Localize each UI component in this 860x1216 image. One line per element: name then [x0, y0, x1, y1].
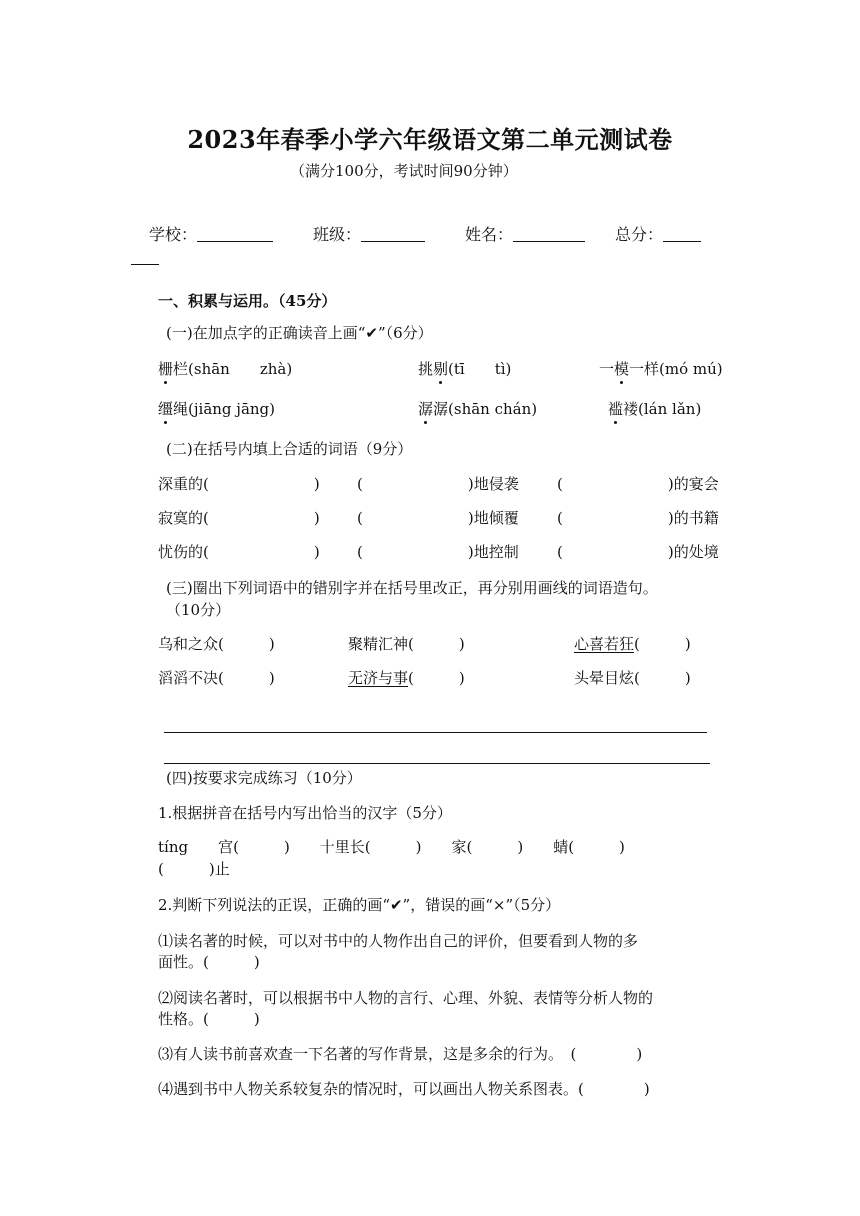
- school-field[interactable]: [149, 222, 273, 245]
- dotted-char: 栅: [158, 360, 174, 378]
- score-field[interactable]: [615, 222, 701, 245]
- name-label: 姓名：: [465, 225, 514, 244]
- fill-blank-item[interactable]: ( )地侵袭: [357, 475, 519, 493]
- pinyin-item: 挑剔(tī tì): [418, 360, 512, 378]
- school-label: 学校：: [149, 225, 198, 244]
- pinyin-item: 褴褛(lán lǎn): [608, 400, 702, 418]
- section-heading: 一、积累与运用。（45分）: [158, 292, 337, 310]
- q1-line1[interactable]: tíng 宫( ) 十里长( ) 家( ) 蜻( ): [158, 838, 625, 856]
- score-blank[interactable]: [663, 240, 701, 242]
- statement-4[interactable]: ⑷遇到书中人物关系较复杂的情况时，可以画出人物关系图表。( ): [158, 1080, 650, 1098]
- score-blank-continuation: [131, 264, 159, 265]
- statement-2-line1: ⑵阅读名著时，可以根据书中人物的言行、心理、外貌、表情等分析人物的: [158, 989, 654, 1007]
- underlined-word: 心喜若狂: [574, 635, 635, 653]
- pinyin-item: 缰绳(jiāng jāng): [158, 400, 275, 418]
- pinyin-item: 一模一样(mó mú): [599, 360, 723, 378]
- typo-item[interactable]: 无济与事( ): [348, 669, 465, 687]
- name-blank[interactable]: [513, 240, 585, 242]
- dotted-char: 潺: [418, 400, 434, 418]
- fill-blank-item[interactable]: ( )的处境: [557, 543, 719, 561]
- statement-2-line2[interactable]: 性格。( ): [158, 1010, 260, 1028]
- fill-blank-item[interactable]: 深重的( ): [158, 475, 320, 493]
- typo-item[interactable]: 滔滔不决( ): [158, 669, 275, 687]
- dotted-char: 模: [614, 360, 630, 378]
- q1-line2[interactable]: ( )止: [158, 860, 230, 878]
- fill-blank-item[interactable]: ( )地倾覆: [357, 509, 519, 527]
- answer-line[interactable]: [164, 763, 710, 764]
- typo-item[interactable]: 头晕目炫( ): [574, 669, 691, 687]
- part4-prompt: (四)按要求完成练习（10分）: [166, 769, 362, 787]
- typo-item[interactable]: 心喜若狂( ): [574, 635, 691, 653]
- answer-line[interactable]: [164, 732, 707, 733]
- q1-prompt: 1.根据拼音在括号内写出恰当的汉字（5分）: [158, 804, 452, 822]
- pinyin-item: 栅栏(shān zhà): [158, 360, 293, 378]
- statement-1-line1: ⑴读名著的时候，可以对书中的人物作出自己的评价，但要看到人物的多: [158, 932, 639, 950]
- score-label: 总分：: [615, 225, 664, 244]
- part2-prompt: (二)在括号内填上合适的词语（9分）: [166, 440, 413, 458]
- fill-blank-item[interactable]: ( )地控制: [357, 543, 519, 561]
- pinyin-item: 潺潺(shān chán): [418, 400, 538, 418]
- class-blank[interactable]: [361, 240, 425, 242]
- typo-item[interactable]: 聚精汇神( ): [348, 635, 465, 653]
- underlined-word: 无济与事: [348, 669, 409, 687]
- dotted-char: 缰: [158, 400, 174, 418]
- school-blank[interactable]: [197, 240, 273, 242]
- part3-prompt-line2: （10分）: [166, 601, 231, 619]
- statement-1-line2[interactable]: 面性。( ): [158, 953, 260, 971]
- fill-blank-item[interactable]: ( )的宴会: [557, 475, 719, 493]
- part1-prompt: (一)在加点字的正确读音上画“✔”（6分）: [166, 324, 433, 342]
- dotted-char: 剔: [433, 360, 449, 378]
- name-field[interactable]: [465, 222, 585, 245]
- typo-item[interactable]: 乌和之众( ): [158, 635, 275, 653]
- class-label: 班级：: [313, 225, 362, 244]
- part3-prompt-line1: (三)圈出下列词语中的错别字并在括号里改正，再分别用画线的词语造句。: [166, 579, 658, 597]
- dotted-char: 褴: [608, 400, 624, 418]
- page-subtitle: （满分100分，考试时间90分钟）: [290, 162, 518, 180]
- class-field[interactable]: [313, 222, 425, 245]
- q2-prompt: 2.判断下列说法的正误，正确的画“✔”，错误的画“×”（5分）: [158, 896, 561, 914]
- fill-blank-item[interactable]: 寂寞的( ): [158, 509, 320, 527]
- fill-blank-item[interactable]: 忧伤的( ): [158, 543, 320, 561]
- page-title: 2023年春季小学六年级语文第二单元测试卷: [187, 125, 673, 154]
- statement-3[interactable]: ⑶有人读书前喜欢查一下名著的写作背景，这是多余的行为。 ( ): [158, 1045, 643, 1063]
- fill-blank-item[interactable]: ( )的书籍: [557, 509, 719, 527]
